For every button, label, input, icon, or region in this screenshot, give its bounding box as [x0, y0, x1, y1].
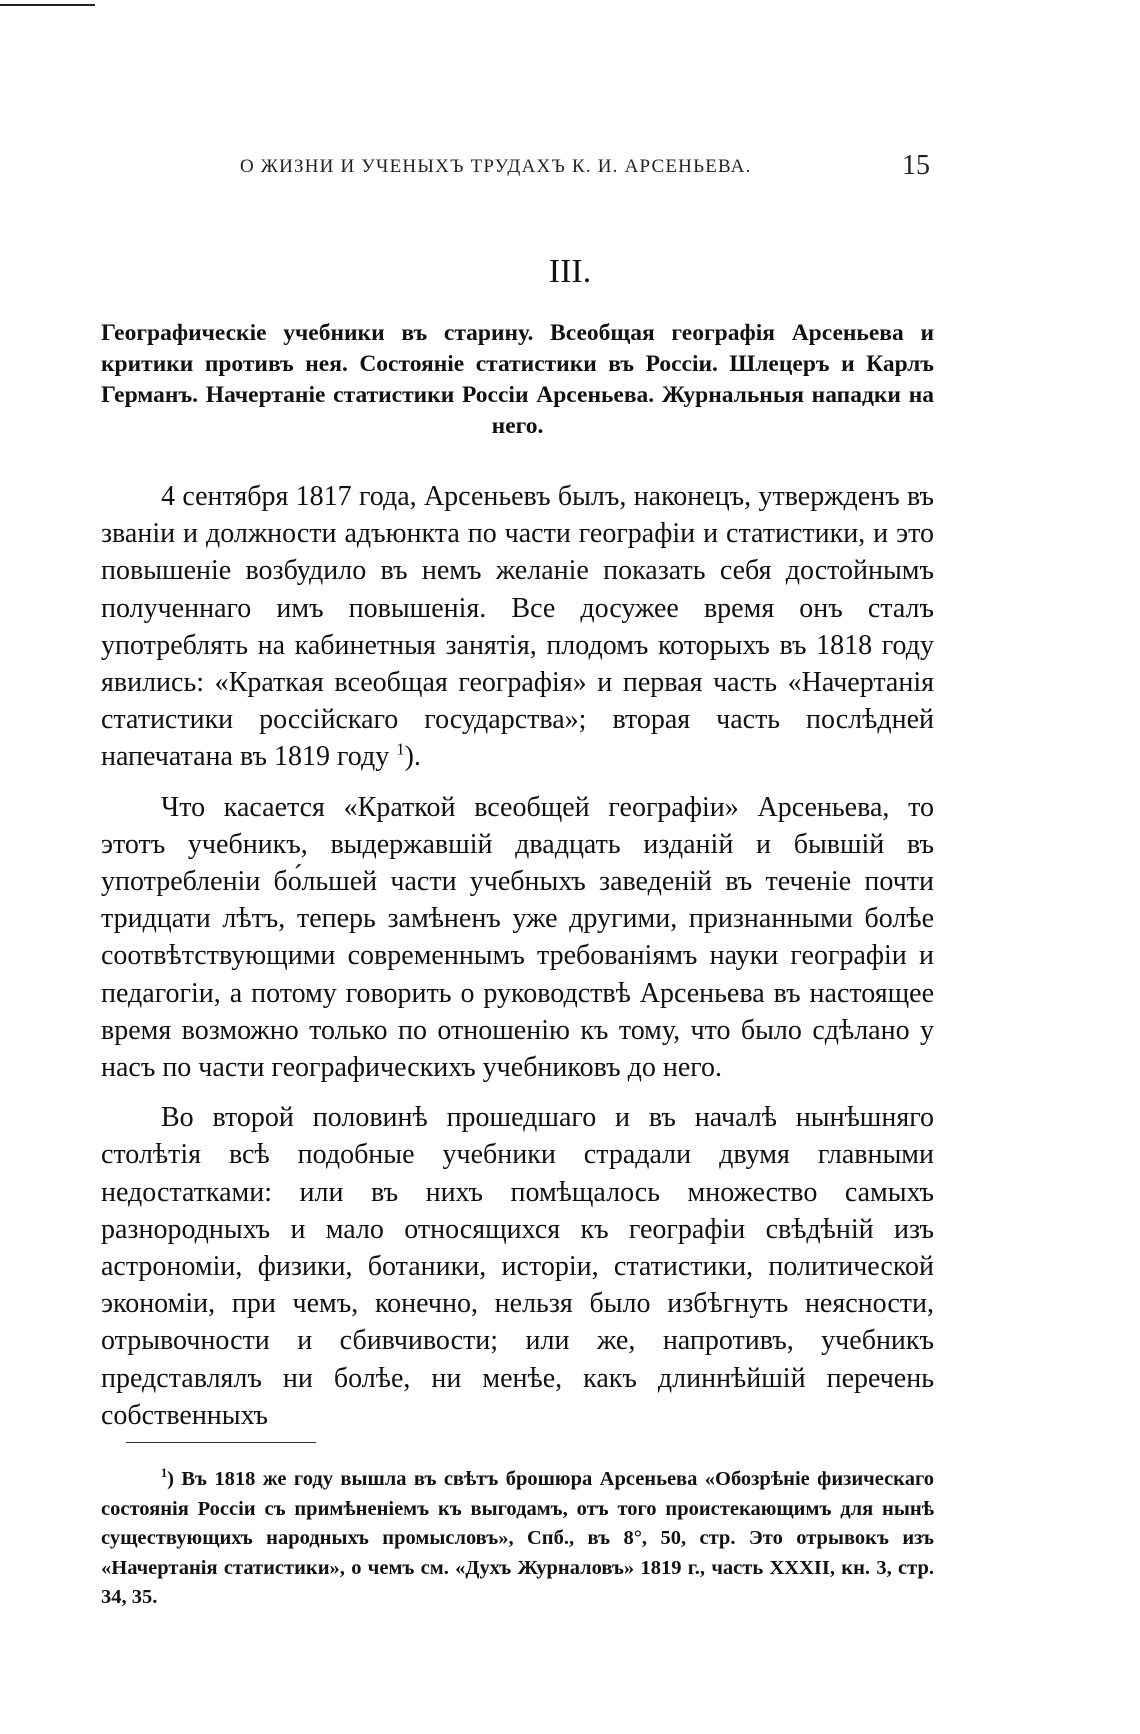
paragraph-1-end: ).: [404, 741, 421, 773]
footnote: [101, 1465, 934, 1613]
footnote-reference: 1: [396, 740, 405, 760]
paragraph-2: Что касается «Краткой всеобщей географіи» Арсеньева, то этотъ учебникъ, выдержавшій двадцать изданій и бывшій въ употребленіи бо́льшей части учебныхъ заведеній въ теченіе почти тридцати лѣтъ, теперь замѣненъ уже другими, признанными болѣе соотвѣтствующими современнымъ требованіямъ науки географіи и педагогіи, а потому говорить о руководствѣ Арсеньева въ настоящее время возможно только по отношенію къ тому, что было сдѣлано у насъ по части географическихъ учебниковъ до него.: [101, 791, 934, 1084]
page-number: 15: [902, 150, 930, 181]
paragraph-1-text: 4 сентября 1817 года, Арсеньевъ былъ, наконецъ, утвержденъ въ званіи и должности адъюнкта по части географіи и статистики, и это повышеніе возбудило въ немъ желаніе показать себя достойнымъ полученнаго имъ повышенія. Все досужее время онъ сталъ употреблять на кабинетныя занятія, плодомъ которыхъ въ 1818 году явились: «Краткая всеобщая географія» и первая часть «Начертанія статистики россійскаго государства»; вторая часть послѣдней напечатана въ 1819 году: [101, 481, 934, 773]
body-text: [101, 478, 934, 1447]
running-title: О ЖИЗНИ И УЧЕНЫХЪ ТРУДАХЪ К. И. АРСЕНЬЕВА.: [240, 156, 752, 177]
chapter-numeral: III.: [548, 253, 592, 290]
paragraph-3: Во второй половинѣ прошедшаго и въ началѣ нынѣшняго столѣтія всѣ подобные учебники страдали двумя главными недостатками: или въ нихъ помѣщалось множество самыхъ разнородныхъ и мало относящихся къ географіи свѣдѣній изъ астрономіи, физики, ботаники, исторіи, статистики, политической экономіи, при чемъ, конечно, нельзя было избѣгнуть неясности, отрывочности и сбивчивости; или же, напротивъ, учебникъ представлялъ ни болѣе, ни менѣе, какъ длиннѣйшій перечень собственныхъ: [101, 1102, 934, 1431]
footnote-marker-close: ): [167, 1468, 174, 1490]
running-head: [100, 150, 930, 190]
chapter-summary: Географическіе учебники въ старину. Всеобщая географія Арсеньева и критики противъ нея. Состояніе статистики въ Россіи. Шлецеръ и Карлъ Германъ. Начертаніе статистики Россіи Арсеньева. Журнальныя нападки на него.: [101, 320, 934, 439]
top-edge-rule: [0, 4, 95, 6]
footnote-marker: 1: [161, 1466, 168, 1481]
footnote-text: Въ 1818 же году вышла въ свѣтъ брошюра Арсеньева «Обозрѣніе физическаго состоянія Россіи съ примѣненіемъ къ выгодамъ, отъ того проистекающимъ для нынѣ существующихъ народныхъ промысловъ», Спб., въ 8°, 50, стр. Это отрывокъ изъ «Начертанія статистики», о чемъ см. «Духъ Журналовъ» 1819 г., часть XXXII, кн. 3, стр. 34, 35.: [101, 1468, 934, 1608]
paragraph-1: [101, 478, 934, 776]
footnote-rule: [126, 1442, 316, 1443]
